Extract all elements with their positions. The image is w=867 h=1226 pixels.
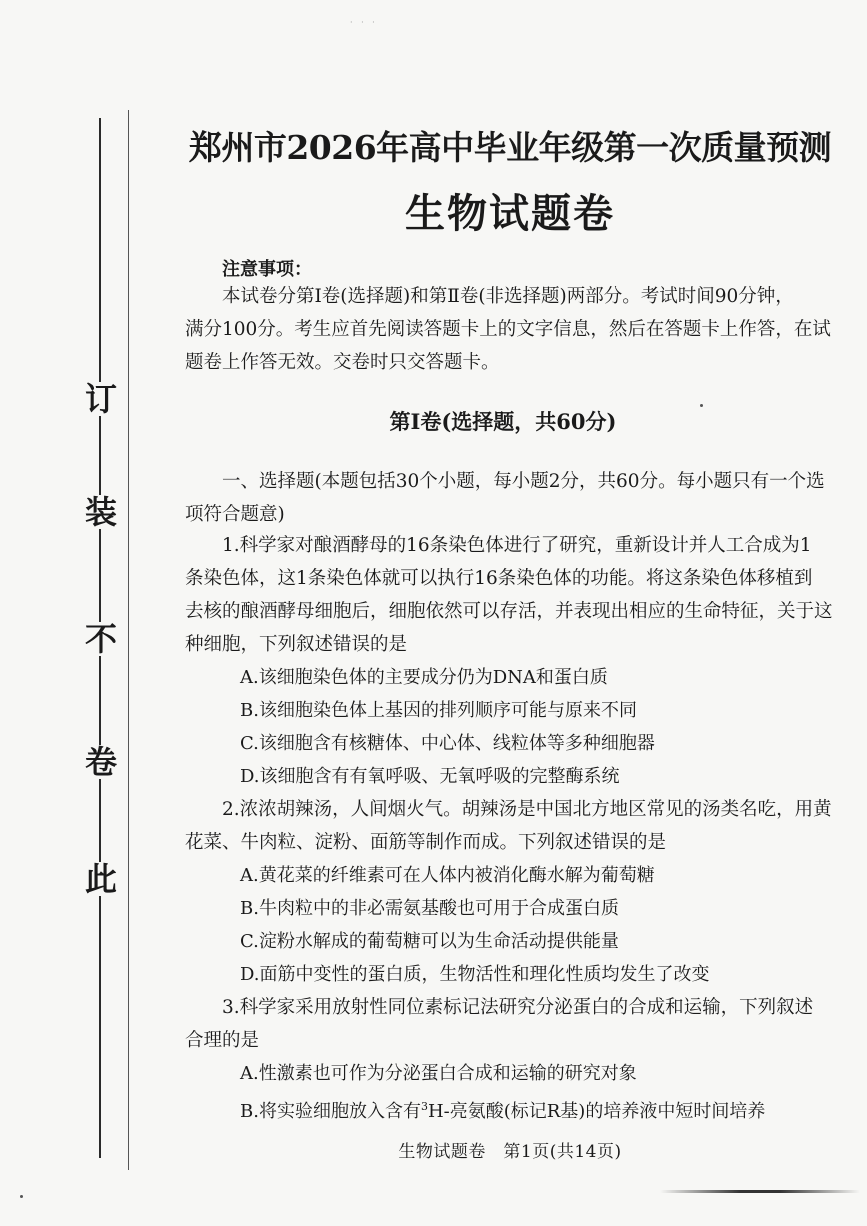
question-2-option-b: B.牛肉粒中的非必需氨基酸也可用于合成蛋白质 <box>240 898 619 919</box>
question-3-option-a: A.性激素也可作为分泌蛋白合成和运输的研究对象 <box>240 1063 637 1084</box>
question-1-line: 1.科学家对酿酒酵母的16条染色体进行了研究，重新设计并人工合成为1 <box>222 535 812 556</box>
exam-subtitle: 生物试题卷 <box>405 190 615 237</box>
binding-char-bu: 不 <box>84 620 117 658</box>
scan-edge-mark <box>660 1190 860 1193</box>
scan-speck <box>700 404 703 407</box>
question-1-line: 去核的酿酒酵母细胞后，细胞依然可以存活，并表现出相应的生命特征，关于这 <box>185 601 833 622</box>
question-1-option-d: D.该细胞含有有氧呼吸、无氧呼吸的完整酶系统 <box>240 766 620 787</box>
scan-speck <box>20 1195 23 1198</box>
question-2-line: 2.浓浓胡辣汤，人间烟火气。胡辣汤是中国北方地区常见的汤类名吃，用黄 <box>222 799 832 820</box>
isotope-superscript: 3 <box>420 1100 428 1113</box>
question-2-option-d: D.面筋中变性的蛋白质，生物活性和理化性质均发生了改变 <box>240 964 710 985</box>
part-intro-line: 一、选择题(本题包括30个小题，每小题2分，共60分。每小题只有一个选 <box>222 471 825 492</box>
question-2-option-a: A.黄花菜的纤维素可在人体内被消化酶水解为葡萄糖 <box>240 865 655 886</box>
binding-char-ci: 此 <box>84 860 117 898</box>
question-1-line: 条染色体，这1条染色体就可以执行16条染色体的功能。将这条染色体移植到 <box>185 568 813 589</box>
option-b-suffix: H-亮氨酸(标记R基)的培养液中短时间培养 <box>427 1101 766 1122</box>
binding-char-ding: 订 <box>84 380 117 418</box>
question-2-option-c: C.淀粉水解成的葡萄糖可以为生命活动提供能量 <box>240 931 619 952</box>
scan-noise: · · · <box>350 18 378 27</box>
question-3-line: 3.科学家采用放射性同位素标记法研究分泌蛋白的合成和运输，下列叙述 <box>222 997 814 1018</box>
question-1-option-b: B.该细胞染色体上基因的排列顺序可能与原来不同 <box>240 700 637 721</box>
section-title: 第Ⅰ卷(选择题，共60分) <box>389 409 617 434</box>
binding-line-inner <box>128 110 129 1170</box>
binding-char-zhuang: 装 <box>84 493 117 531</box>
question-1-line: 种细胞，下列叙述错误的是 <box>185 634 408 655</box>
question-1-option-c: C.该细胞含有核糖体、中心体、线粒体等多种细胞器 <box>240 733 655 754</box>
notice-line: 题卷上作答无效。交卷时只交答题卡。 <box>185 352 500 373</box>
question-2-line: 花菜、牛肉粒、淀粉、面筋等制作而成。下列叙述错误的是 <box>185 832 667 853</box>
question-3-line: 合理的是 <box>185 1030 260 1051</box>
notice-line: 本试卷分第Ⅰ卷(选择题)和第Ⅱ卷(非选择题)两部分。考试时间90分钟， <box>222 286 794 307</box>
question-3-option-b <box>240 1090 840 1128</box>
notice-heading: 注意事项： <box>222 259 312 280</box>
exam-title: 郑州市2026年高中毕业年级第一次质量预测 <box>188 128 832 167</box>
question-1-option-a: A.该细胞染色体的主要成分仍为DNA和蛋白质 <box>240 667 608 688</box>
option-b-prefix: B.将实验细胞放入含有 <box>240 1101 421 1122</box>
binding-char-juan: 卷 <box>84 743 117 781</box>
part-intro-line: 项符合题意) <box>185 504 285 525</box>
notice-line: 满分100分。考生应首先阅读答题卡上的文字信息，然后在答题卡上作答，在试 <box>185 319 831 340</box>
page-footer: 生物试题卷 第1页(共14页) <box>398 1142 622 1162</box>
